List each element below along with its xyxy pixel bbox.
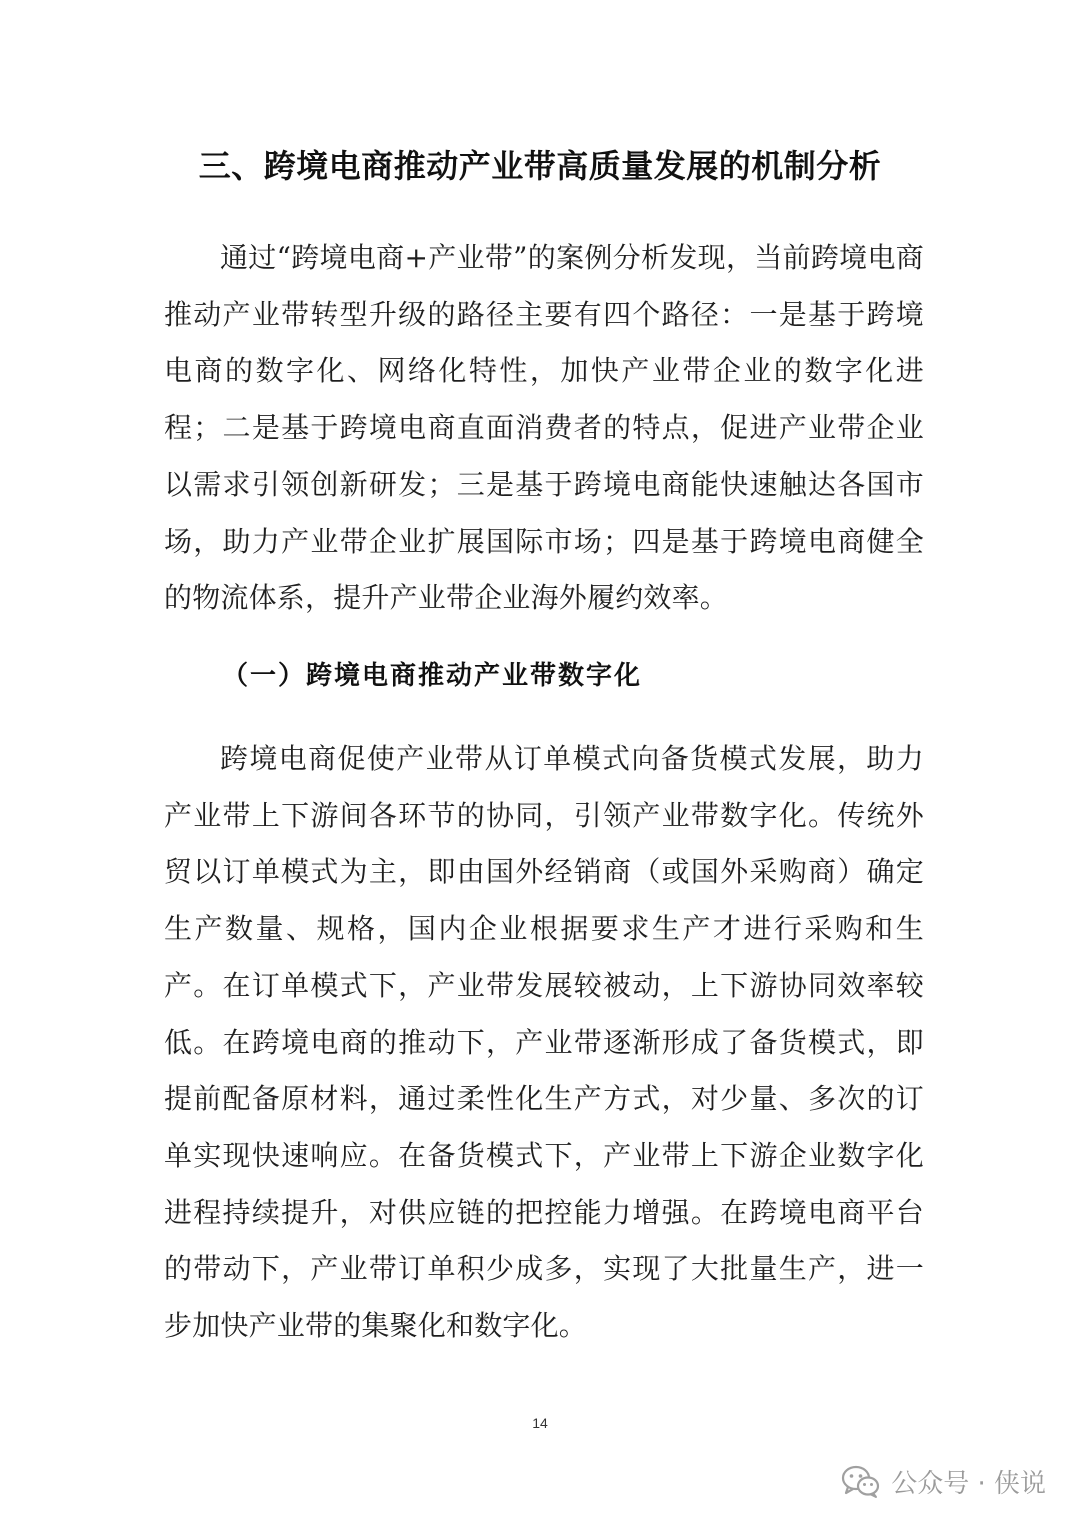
section-title: 三、跨境电商推动产业带高质量发展的机制分析: [198, 147, 882, 185]
wechat-icon: [841, 1465, 881, 1499]
watermark: [841, 1463, 1046, 1500]
page-number: 14: [532, 1415, 548, 1431]
paragraph-intro: 通过“跨境电商+产业带”的案例分析发现，当前跨境电商推动产业带转型升级的路径主要有四个路径：一是基于跨境电商的数字化、网络化特性，加快产业带企业的数字化进程；二是基于跨境电商直面消费者的特点，促进产业带企业以需求引领创新研发；三是基于跨境电商能快速触达各国市场，助力产业带企业扩展国际市场；四是基于跨境电商健全的物流体系，提升产业带企业海外履约效率。: [164, 241, 924, 615]
paragraph-digitalization: 跨境电商促使产业带从订单模式向备货模式发展，助力产业带上下游间各环节的协同，引领产业带数字化。传统外贸以订单模式为主，即由国外经销商（或国外采购商）确定生产数量、规格，国内企业根据要求生产才进行采购和生产。在订单模式下，产业带发展较被动，上下游协同效率较低。在跨境电商的推动下，产业带逐渐形成了备货模式，即提前配备原材料，通过柔性化生产方式，对少量、多次的订单实现快速响应。在备货模式下，产业带上下游企业数字化进程持续提升，对供应链的把控能力增强。在跨境电商平台的带动下，产业带订单积少成多，实现了大批量生产，进一步加快产业带的集聚化和数字化。: [164, 742, 924, 1343]
subsection-title: （一）跨境电商推动产业带数字化: [222, 661, 643, 691]
watermark-text: 公众号 · 侠说: [891, 1469, 1046, 1499]
